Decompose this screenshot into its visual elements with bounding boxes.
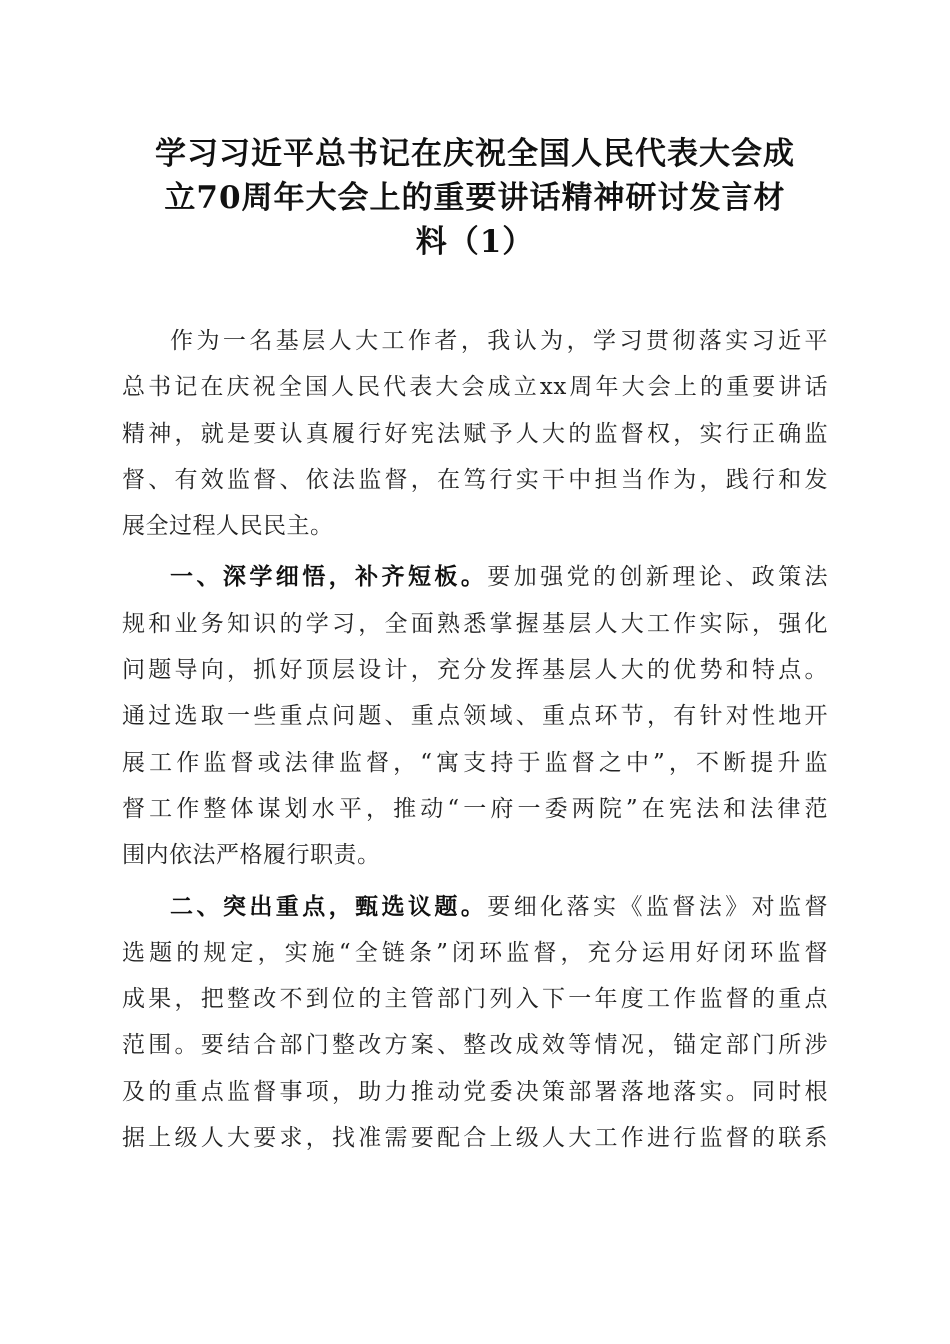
text-line: 及的重点监督事项，助力推动党委决策部署落地落实。同时根 <box>122 1078 828 1105</box>
document-body <box>122 318 828 1166</box>
text-line: 据上级人大要求，找准需要配合上级人大工作进行监督的联系 <box>122 1125 828 1152</box>
title-line: 立70周年大会上的重要讲话精神研讨发言材 <box>164 180 786 216</box>
title-line: 料（1） <box>415 224 535 260</box>
text-line: 选题的规定，实施“全链条”闭环监督，充分运用好闭环监督 <box>122 939 828 966</box>
text-line: 范围。要结合部门整改方案、整改成效等情况，锚定部门所涉 <box>122 1032 828 1059</box>
intro-paragraph <box>122 318 828 549</box>
section-1-first-line: 要加强党的创新理论、政策法 <box>487 564 828 591</box>
section-2-heading: 二、突出重点，甄选议题。 <box>170 893 488 920</box>
text-line: 围内依法严格履行职责。 <box>122 842 381 869</box>
section-2-paragraph <box>122 884 828 1162</box>
text-line: 展工作监督或法律监督，“寓支持于监督之中”，不断提升监 <box>122 749 828 776</box>
text-line: 精神，就是要认真履行好宪法赋予人大的监督权，实行正确监 <box>122 420 828 447</box>
text-line: 成果，把整改不到位的主管部门列入下一年度工作监督的重点 <box>122 986 828 1013</box>
text-line: 督工作整体谋划水平，推动“一府一委两院”在宪法和法律范 <box>122 795 828 822</box>
text-line <box>122 554 828 600</box>
document-title <box>112 132 838 264</box>
section-2-first-line: 要细化落实《监督法》对监督 <box>487 893 828 920</box>
text-line: 展全过程人民民主。 <box>122 513 334 540</box>
section-1-heading: 一、深学细悟，补齐短板。 <box>170 564 488 591</box>
section-1-paragraph <box>122 554 828 878</box>
text-line: 问题导向，抓好顶层设计，充分发挥基层人大的优势和特点。 <box>122 657 828 684</box>
text-line: 通过选取一些重点问题、重点领域、重点环节，有针对性地开 <box>122 703 828 730</box>
text-line: 总书记在庆祝全国人民代表大会成立xx周年大会上的重要讲话 <box>122 374 828 401</box>
text-line: 作为一名基层人大工作者，我认为，学习贯彻落实习近平 <box>170 328 828 354</box>
text-line: 督、有效监督、依法监督，在笃行实干中担当作为，践行和发 <box>122 466 828 493</box>
text-line <box>122 884 828 930</box>
title-line: 学习习近平总书记在庆祝全国人民代表大会成 <box>155 136 795 172</box>
text-line: 规和业务知识的学习，全面熟悉掌握基层人大工作实际，强化 <box>122 610 828 637</box>
